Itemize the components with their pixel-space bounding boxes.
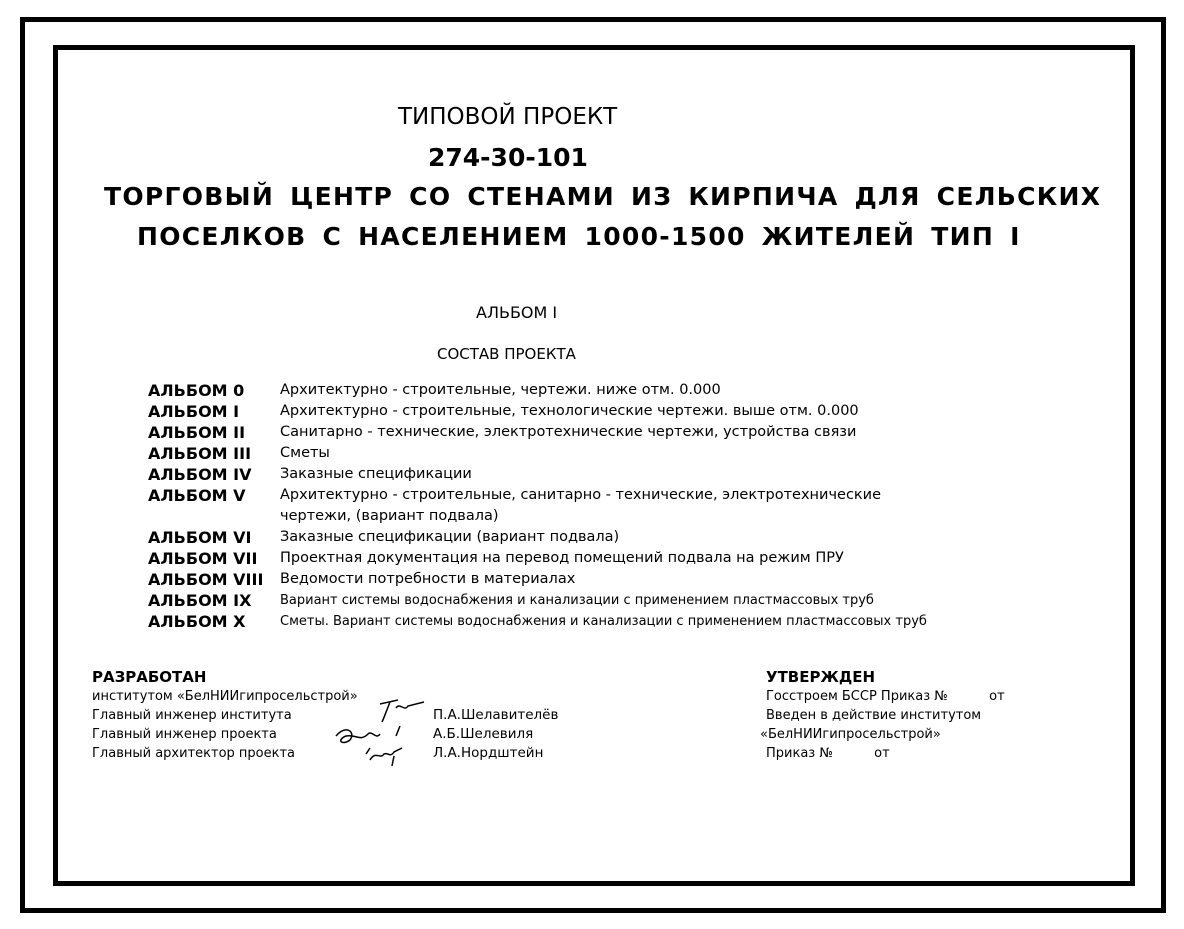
- album-label: АЛЬБОМ I: [476, 303, 558, 322]
- project-title-line1: ТОРГОВЫЙ ЦЕНТР СО СТЕНАМИ ИЗ КИРПИЧА ДЛЯ СЕЛЬСКИХ: [104, 182, 1102, 211]
- project-title-line2: ПОСЕЛКОВ С НАСЕЛЕНИЕМ 1000-1500 ЖИТЕЛЕЙ ТИП I: [137, 222, 1021, 251]
- album-description: Архитектурно - строительные, санитарно - технические, электротехнические: [280, 487, 882, 503]
- album-code: АЛЬБОМ IV: [148, 465, 252, 484]
- approved-heading: УТВЕРЖДЕН: [766, 668, 875, 686]
- approval-line: Приказ № от: [766, 746, 890, 761]
- album-description: Ведомости потребности в материалах: [280, 571, 576, 587]
- approval-line: Введен в действие институтом: [766, 708, 982, 723]
- album-code: АЛЬБОМ VII: [148, 549, 258, 568]
- list-item: [148, 485, 927, 527]
- album-description: Архитектурно - строительные, технологические чертежи. выше отм. 0.000: [280, 403, 859, 419]
- album-list: [148, 380, 927, 632]
- album-description: Вариант системы водоснабжения и канализации с применением пластмассовых труб: [280, 593, 874, 608]
- list-item: [148, 527, 927, 548]
- album-code: АЛЬБОМ II: [148, 423, 246, 442]
- album-code: АЛЬБОМ 0: [148, 381, 245, 400]
- album-description: Архитектурно - строительные, чертежи. ниже отм. 0.000: [280, 382, 721, 398]
- role: Главный архитектор проекта: [92, 746, 295, 761]
- album-code: АЛЬБОМ IX: [148, 591, 252, 610]
- signatory-name: А.Б.Шелевиля: [433, 726, 534, 742]
- album-description: Сметы: [280, 445, 330, 461]
- list-item: [148, 548, 927, 569]
- role: Главный инженер проекта: [92, 727, 277, 742]
- album-code: АЛЬБОМ I: [148, 402, 240, 421]
- doc-type: ТИПОВОЙ ПРОЕКТ: [398, 104, 618, 130]
- project-number: 274-30-101: [428, 143, 588, 172]
- signatory-name: Л.А.Нордштейн: [433, 745, 544, 761]
- album-description-cont: чертежи, (вариант подвала): [280, 508, 499, 524]
- list-item: [148, 569, 927, 590]
- list-item: [148, 611, 927, 632]
- album-code: АЛЬБОМ V: [148, 486, 246, 505]
- album-description: Заказные спецификации (вариант подвала): [280, 529, 620, 545]
- album-code: АЛЬБОМ III: [148, 444, 252, 463]
- list-item: [148, 380, 927, 401]
- signatures: [330, 696, 430, 768]
- approval-line: «БелНИИгипросельстрой»: [760, 727, 941, 742]
- developed-institute: институтом «БелНИИгипросельстрой»: [92, 689, 358, 704]
- album-code: АЛЬБОМ VI: [148, 528, 252, 547]
- album-description: Заказные спецификации: [280, 466, 472, 482]
- album-description: Санитарно - технические, электротехнические чертежи, устройства связи: [280, 424, 857, 440]
- list-item: [148, 590, 927, 611]
- signatory-name: П.А.Шелавителёв: [433, 707, 559, 723]
- developed-heading: РАЗРАБОТАН: [92, 668, 207, 686]
- signatory-names: [433, 706, 558, 763]
- list-item: [148, 422, 927, 443]
- album-code: АЛЬБОМ VIII: [148, 570, 264, 589]
- approval-line: Госстроем БССР Приказ № от: [766, 689, 1005, 704]
- list-item: [148, 443, 927, 464]
- developed-block: [92, 668, 358, 763]
- composition-heading: СОСТАВ ПРОЕКТА: [437, 345, 576, 363]
- list-item: [148, 401, 927, 422]
- approved-block: [760, 668, 1005, 763]
- album-description: Сметы. Вариант системы водоснабжения и канализации с применением пластмассовых труб: [280, 614, 927, 629]
- album-code: АЛЬБОМ X: [148, 612, 246, 631]
- album-description: Проектная документация на перевод помещений подвала на режим ПРУ: [280, 550, 844, 566]
- role: Главный инженер института: [92, 708, 292, 723]
- list-item: [148, 464, 927, 485]
